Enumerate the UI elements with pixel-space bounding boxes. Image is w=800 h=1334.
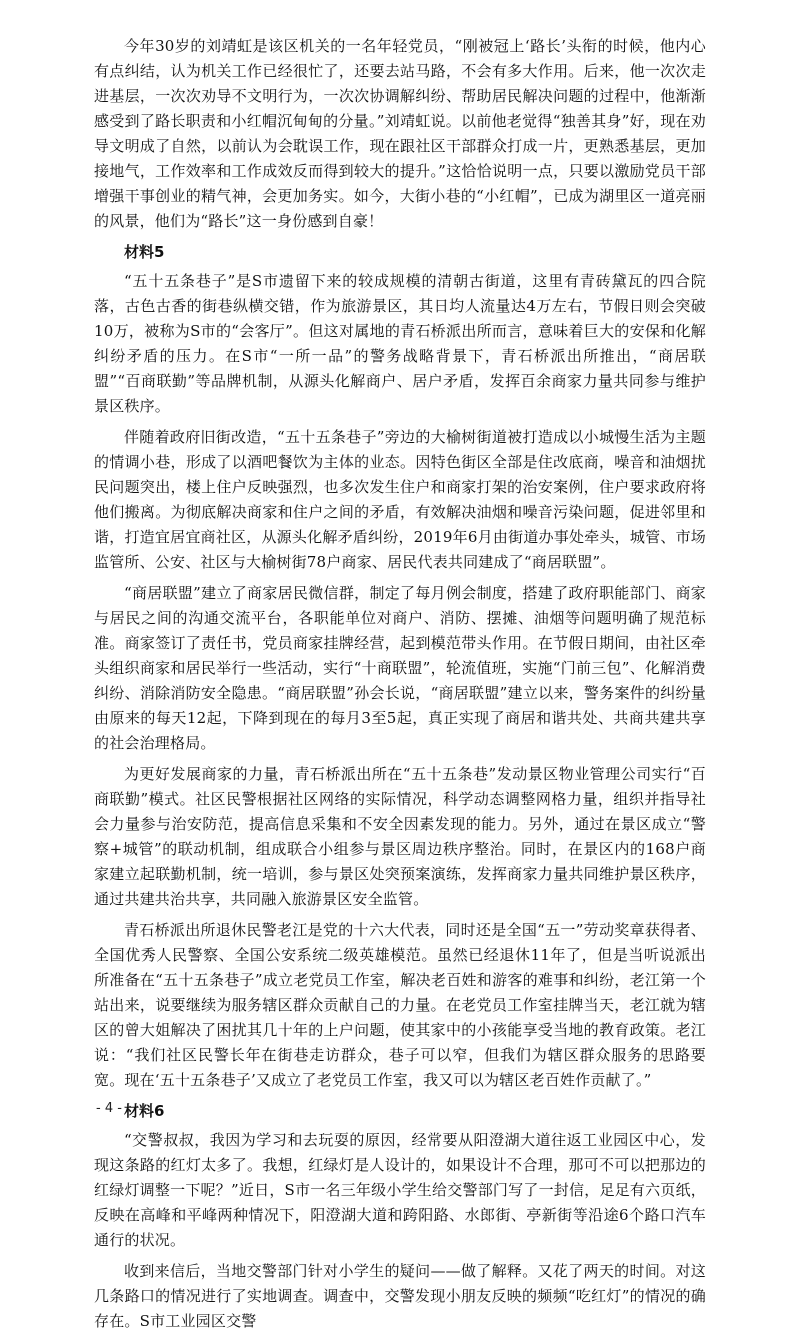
paragraph-55-lanes-intro: “五十五条巷子”是S市遗留下来的较成规模的清朝古街道，这里有青砖黛瓦的四合院落，古色古香的街巷纵横交错，作为旅游景区，其日均人流量达4万左右，节假日则会突破10万，被称为S市的“会客厅”。但这对属地的青石桥派出所而言，意味着巨大的安保和化解纠纷矛盾的压力。在S市“一所一品”的警务战略背景下，青石桥派出所推出，“商居联盟”“百商联勤”等品牌机制，从源头化解商户、居户矛盾，发挥百余商家力量共同参与维护景区秩序。 <box>94 272 706 415</box>
paragraph-shangju-alliance-origin: 伴随着政府旧街改造，“五十五条巷子”旁边的大榆树街道被打造成以小城慢生活为主题的情调小巷，形成了以酒吧餐饮为主体的业态。因特色街区全部是住改底商，噪音和油烟扰民问题突出，楼上住户反映强烈，也多次发生住户和商家打架的治安案例，住户要求政府将他们搬离。为彻底解决商家和住户之间的矛盾，有效解决油烟和噪音污染问题，促进邻里和谐，打造宜居宜商社区，从源头化解矛盾纠纷，2019年6月由街道办事处牵头，城管、市场监管所、公安、社区与大榆树街78户商家、居民代表共同建成了“商居联盟”。 <box>94 428 706 571</box>
paragraph-baishang-lianqin: 为更好发展商家的力量，青石桥派出所在“五十五条巷”发动景区物业管理公司实行“百商联勤”模式。社区民警根据社区网络的实际情况，科学动态调整网格力量，组织并指导社会力量参与治安防范，提高信息采集和不安全因素发现的能力。另外，通过在景区成立“警察+城管”的联动机制，组成联合小组参与景区周边秩序整治。同时，在景区内的168户商家建立起联勤机制，统一培训，参与景区处突预案演练，发挥商家力量共同维护景区秩序，通过共建共治共享，共同融入旅游景区安全监管。 <box>94 765 706 908</box>
paragraph-shangju-alliance-mechanism: “商居联盟”建立了商家居民微信群，制定了每月例会制度，搭建了政府职能部门、商家与居民之间的沟通交流平台，各职能单位对商户、消防、摆摊、油烟等问题明确了规范标准。商家签订了责任书，党员商家挂牌经营，起到模范带头作用。在节假日期间，由社区牵头组织商家和居民举行一些活动，实行“十商联盟”，轮流值班，实施“门前三包”、化解消费纠纷、消除消防安全隐患。“商居联盟”孙会长说，“商居联盟”建立以来，警务案件的纠纷量由原来的每天12起，下降到现在的每月3至5起，真正实现了商居和谐共处、共商共建共享的社会治理格局。 <box>94 584 706 752</box>
paragraph-traffic-police-response: 收到来信后，当地交警部门针对小学生的疑问——做了解释。又花了两天的时间。对这几条路口的情况进行了实地调查。调查中，交警发现小朋友反映的频频“吃红灯”的情况的确存在。S市工业园区交警 <box>94 1262 706 1330</box>
page-number: - 4 - <box>96 1101 122 1116</box>
heading-material-6: 材料6 <box>124 1102 165 1120</box>
heading-material-5: 材料5 <box>124 243 165 261</box>
paragraph-liujinghong: 今年30岁的刘靖虹是该区机关的一名年轻党员，“刚被冠上‘路长’头衔的时候，他内心有点纠结，认为机关工作已经很忙了，还要去站马路，不会有多大作用。后来，他一次次走进基层，一次次劝导不文明行为，一次次协调解纠纷、帮助居民解决问题的过程中，他渐渐感受到了路长职责和小红帽沉甸甸的分量。”刘靖虹说。以前他老觉得“独善其身”好，现在劝导文明成了自然，以前认为会耽误工作，现在跟社区干部群众打成一片，更熟悉基层，更加接地气，工作效率和工作成效反而得到较大的提升。”这恰恰说明一点，只要以激励党员干部增强干事创业的精气神，会更加务实。如今，大街小巷的“小红帽”，已成为湖里区一道亮丽的风景，他们为“路长”这一身份感到自豪！ <box>94 37 706 230</box>
paragraph-student-letter: “交警叔叔，我因为学习和去玩耍的原因，经常要从阳澄湖大道往返工业园区中心，发现这条路的红灯太多了。我想，红绿灯是人设计的，如果设计不合理，那可不可以把那边的红绿灯调整一下呢？”近日，S市一名三年级小学生给交警部门写了一封信，足足有六页纸，反映在高峰和平峰两种情况下，阳澄湖大道和跨阳路、水郎街、亭新街等沿途6个路口汽车通行的状况。 <box>94 1131 706 1249</box>
paragraph-laojiang: 青石桥派出所退休民警老江是党的十六大代表，同时还是全国“五一”劳动奖章获得者、全国优秀人民警察、全国公安系统二级英雄模范。虽然已经退休11年了，但是当听说派出所准备在“五十五条巷子”成立老党员工作室，解决老百姓和游客的难事和纠纷，老江第一个站出来，说要继续为服务辖区群众贡献自己的力量。在老党员工作室挂牌当天，老江就为辖区的曾大姐解决了困扰其几十年的上户问题，使其家中的小孩能享受当地的教育政策。老江说：“我们社区民警长年在街巷走访群众，巷子可以窄，但我们为辖区群众服务的思路要宽。现在‘五十五条巷子’又成立了老党员工作室，我又可以为辖区老百姓作贡献了。” <box>94 921 706 1089</box>
